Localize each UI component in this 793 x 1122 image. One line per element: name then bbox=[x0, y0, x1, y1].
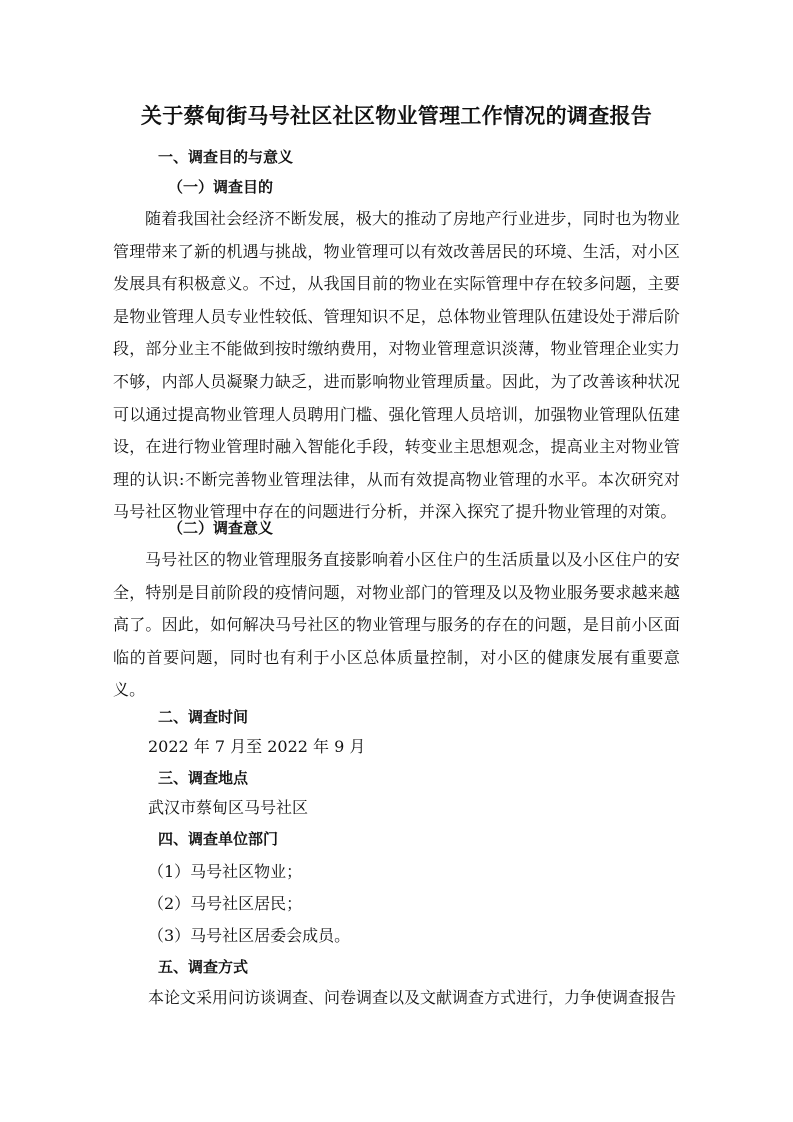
paragraph-purpose: 随着我国社会经济不断发展，极大的推动了房地产行业进步，同时也为物业管理带来了新的机遇与挑战，物业管理可以有效改善居民的环境、生活，对小区发展具有积极意义。不过，从我国目前的物业在实际管理中存在较多问题，主要是物业管理人员专业性较低、管理知识不足，总体物业管理队伍建设处于滞后阶段，部分业主不能做到按时缴纳费用，对物业管理意识淡薄，物业管理企业实力不够，内部人员凝聚力缺乏，进而影响物业管理质量。因此，为了改善该种状况可以通过提高物业管理人员聘用门槛、强化管理人员培训，加强物业管理队伍建设，在进行物业管理时融入智能化手段，转变业主思想观念，提高业主对物业管理的认识:不断完善物业管理法律，从而有效提高物业管理的水平。本次研究对马号社区物业管理中存在的问题进行分析，并深入探究了提升物业管理的对策。 bbox=[113, 209, 680, 522]
subsection-heading-purpose: （一）调查目的 bbox=[168, 178, 274, 196]
section-heading-purpose-significance: 一、调查目的与意义 bbox=[158, 148, 294, 166]
list-item: （3）马号社区居委会成员。 bbox=[148, 926, 351, 945]
section-heading-method: 五、调查方式 bbox=[158, 958, 249, 976]
subsection-heading-significance: （二）调查意义 bbox=[168, 519, 274, 537]
section-heading-time: 二、调查时间 bbox=[158, 708, 249, 726]
section-heading-units: 四、调查单位部门 bbox=[158, 830, 279, 848]
list-item: （2）马号社区居民； bbox=[148, 894, 303, 913]
survey-location-text: 武汉市蔡甸区马号社区 bbox=[148, 798, 309, 817]
survey-time-text: 2022 年 7 月至 2022 年 9 月 bbox=[148, 737, 366, 756]
list-item: （1）马号社区物业； bbox=[148, 862, 303, 881]
document-title: 关于蔡甸街马号社区社区物业管理工作情况的调查报告 bbox=[140, 104, 653, 128]
paragraph-significance: 马号社区的物业管理服务直接影响着小区住户的生活质量以及小区住户的安全，特别是目前阶段的疫情问题，对物业部门的管理及以及物业服务要求越来越高了。因此，如何解决马号社区的物业管理与服务的存在的问题，是目前小区面临的首要问题，同时也有利于小区总体质量控制，对小区的健康发展有重要意义。 bbox=[113, 550, 680, 700]
survey-method-text: 本论文采用问访谈调查、问卷调查以及文献调查方式进行，力争使调查报告 bbox=[148, 988, 677, 1007]
section-heading-location: 三、调查地点 bbox=[158, 769, 249, 787]
